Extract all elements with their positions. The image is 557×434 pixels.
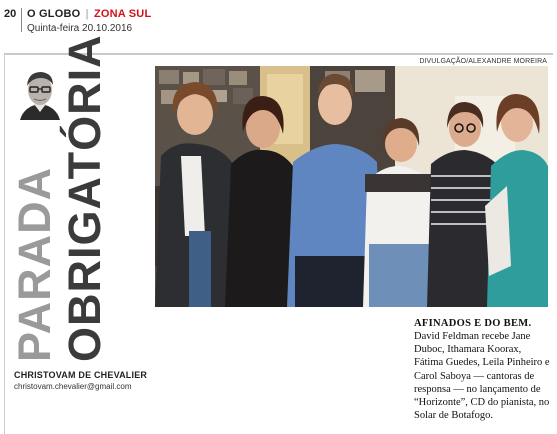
column-kicker (9, 34, 120, 362)
brand-name: O GLOBO (27, 8, 81, 20)
photo-caption (414, 318, 550, 422)
event-group-photo (155, 66, 548, 307)
column-frame-rule (4, 55, 5, 434)
columnist-name: CHRISTOVAM DE CHEVALIER (14, 370, 148, 380)
columnist-email: christovam.chevalier@gmail.com (14, 382, 132, 391)
photo-credit: DIVULGAÇÃO/ALEXANDRE MOREIRA (419, 58, 547, 65)
kicker-line-obrigatoria: OBRIGATÓRIA (59, 34, 110, 362)
masthead (27, 8, 151, 20)
caption-title: AFINADOS E DO BEM. (414, 318, 532, 329)
issue-date: Quinta-feira 20.10.2016 (27, 23, 133, 34)
page-number: 20 (4, 8, 17, 20)
section-name: ZONA SUL (93, 8, 152, 20)
header-divider (21, 8, 22, 32)
caption-body: David Feldman recebe Jane Duboc, Ithamara Koorax, Fátima Guedes, Leila Pinheiro e Carol Saboya — cantoras de responsa — no lançamento de “Horizonte”, CD do pianista, no Solar de Botafogo. (414, 331, 550, 422)
kicker-line-parada: PARADA (9, 166, 60, 362)
brand-separator: | (85, 8, 89, 20)
